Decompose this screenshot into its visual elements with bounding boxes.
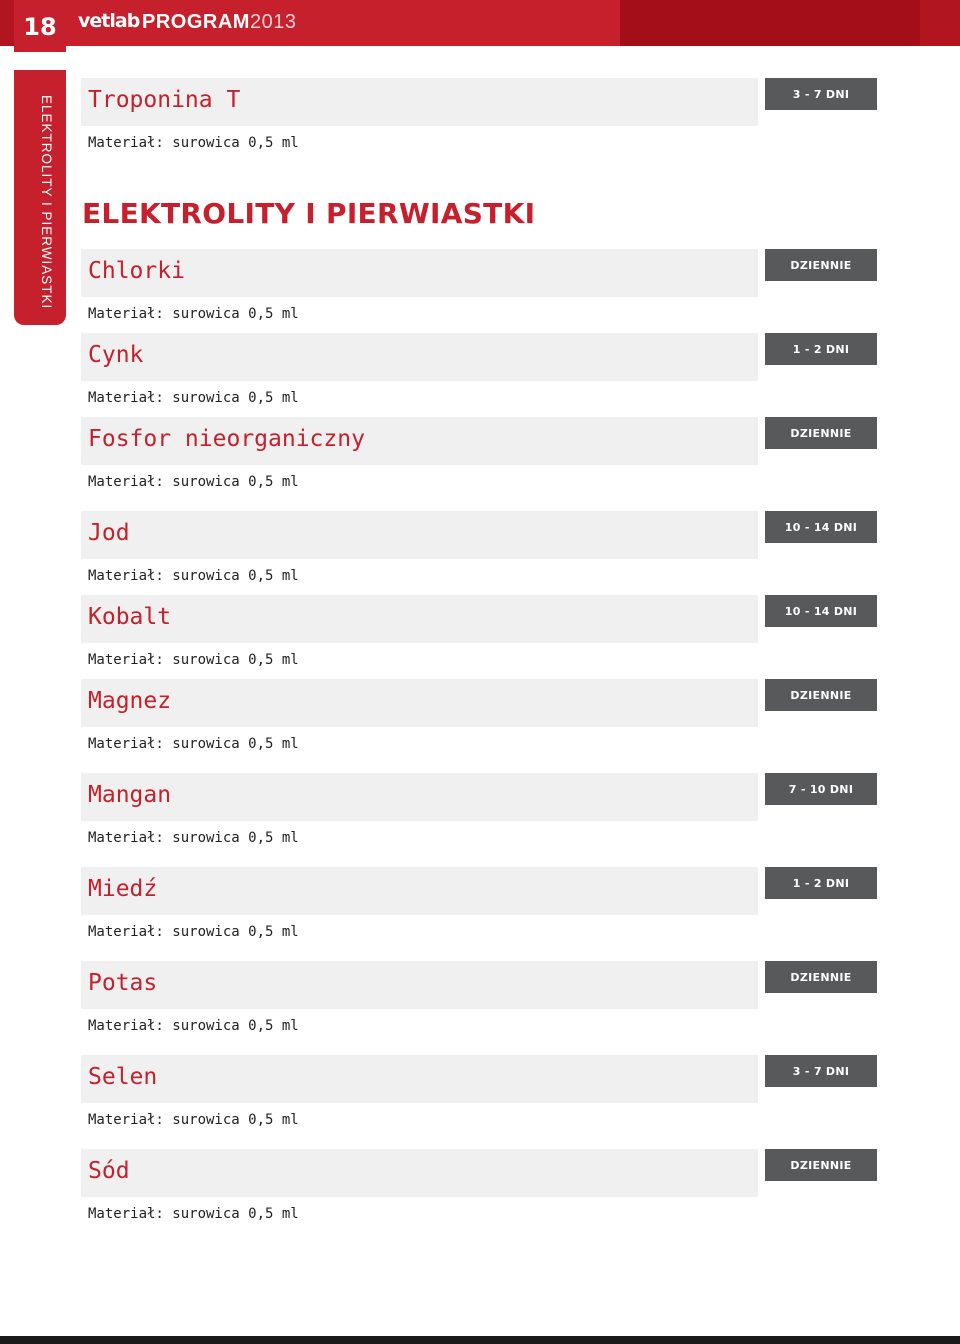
test-name: Sód <box>88 1158 130 1184</box>
test-name: Miedź <box>88 876 158 902</box>
test-row-bar <box>81 961 758 1009</box>
test-material: Materiał: surowica 0,5 ml <box>88 474 299 490</box>
side-tab-label: ELEKTROLITY I PIERWIASTKI <box>39 95 54 310</box>
test-name: Kobalt <box>88 604 172 630</box>
test-name: Fosfor nieorganiczny <box>88 426 365 452</box>
test-row-bar <box>81 1149 758 1197</box>
test-material: Materiał: surowica 0,5 ml <box>88 1206 299 1222</box>
test-material: Materiał: surowica 0,5 ml <box>88 135 299 151</box>
test-row-bar <box>81 773 758 821</box>
turnaround-badge: DZIENNIE <box>765 679 877 711</box>
test-material: Materiał: surowica 0,5 ml <box>88 736 299 752</box>
vetlab-logo: vetlab <box>78 10 140 32</box>
test-row-bar <box>81 867 758 915</box>
test-row-bar <box>81 679 758 727</box>
section-title: ELEKTROLITY I PIERWIASTKI <box>82 197 536 230</box>
test-name: Potas <box>88 970 158 996</box>
test-row <box>0 961 960 1047</box>
test-name: Magnez <box>88 688 172 714</box>
test-material: Materiał: surowica 0,5 ml <box>88 1112 299 1128</box>
test-row <box>0 333 960 419</box>
test-material: Materiał: surowica 0,5 ml <box>88 652 299 668</box>
test-name: Cynk <box>88 342 144 368</box>
turnaround-badge: 1 - 2 DNI <box>765 333 877 365</box>
test-name: Jod <box>88 520 130 546</box>
test-material: Materiał: surowica 0,5 ml <box>88 1018 299 1034</box>
turnaround-badge: 7 - 10 DNI <box>765 773 877 805</box>
test-row <box>0 511 960 597</box>
test-row-bar <box>81 1055 758 1103</box>
test-row-bar <box>81 511 758 559</box>
test-name: Chlorki <box>88 258 185 284</box>
page-number: 18 <box>14 0 66 52</box>
program-year: 2013 <box>249 11 297 33</box>
test-name: Mangan <box>88 782 172 808</box>
turnaround-badge: DZIENNIE <box>765 1149 877 1181</box>
test-row <box>0 595 960 681</box>
test-name: Selen <box>88 1064 158 1090</box>
turnaround-badge: DZIENNIE <box>765 249 877 281</box>
turnaround-badge: 3 - 7 DNI <box>765 78 877 110</box>
turnaround-badge: 3 - 7 DNI <box>765 1055 877 1087</box>
turnaround-badge: DZIENNIE <box>765 961 877 993</box>
bottom-border <box>0 1336 960 1344</box>
test-material: Materiał: surowica 0,5 ml <box>88 830 299 846</box>
test-material: Materiał: surowica 0,5 ml <box>88 390 299 406</box>
test-row <box>0 867 960 953</box>
test-row <box>0 773 960 859</box>
test-row <box>0 1055 960 1141</box>
test-material: Materiał: surowica 0,5 ml <box>88 306 299 322</box>
test-row <box>0 78 960 164</box>
test-row-bar <box>81 333 758 381</box>
test-row <box>0 679 960 765</box>
test-material: Materiał: surowica 0,5 ml <box>88 568 299 584</box>
test-row-bar <box>81 595 758 643</box>
turnaround-badge: 10 - 14 DNI <box>765 511 877 543</box>
test-row <box>0 1149 960 1235</box>
test-name: Troponina T <box>88 87 241 113</box>
test-row <box>0 249 960 335</box>
turnaround-badge: 1 - 2 DNI <box>765 867 877 899</box>
test-row <box>0 417 960 503</box>
test-material: Materiał: surowica 0,5 ml <box>88 924 299 940</box>
header-accent-band <box>620 0 920 46</box>
program-title <box>142 11 296 34</box>
program-label: PROGRAM <box>142 11 250 33</box>
turnaround-badge: 10 - 14 DNI <box>765 595 877 627</box>
turnaround-badge: DZIENNIE <box>765 417 877 449</box>
page-header <box>0 0 960 46</box>
